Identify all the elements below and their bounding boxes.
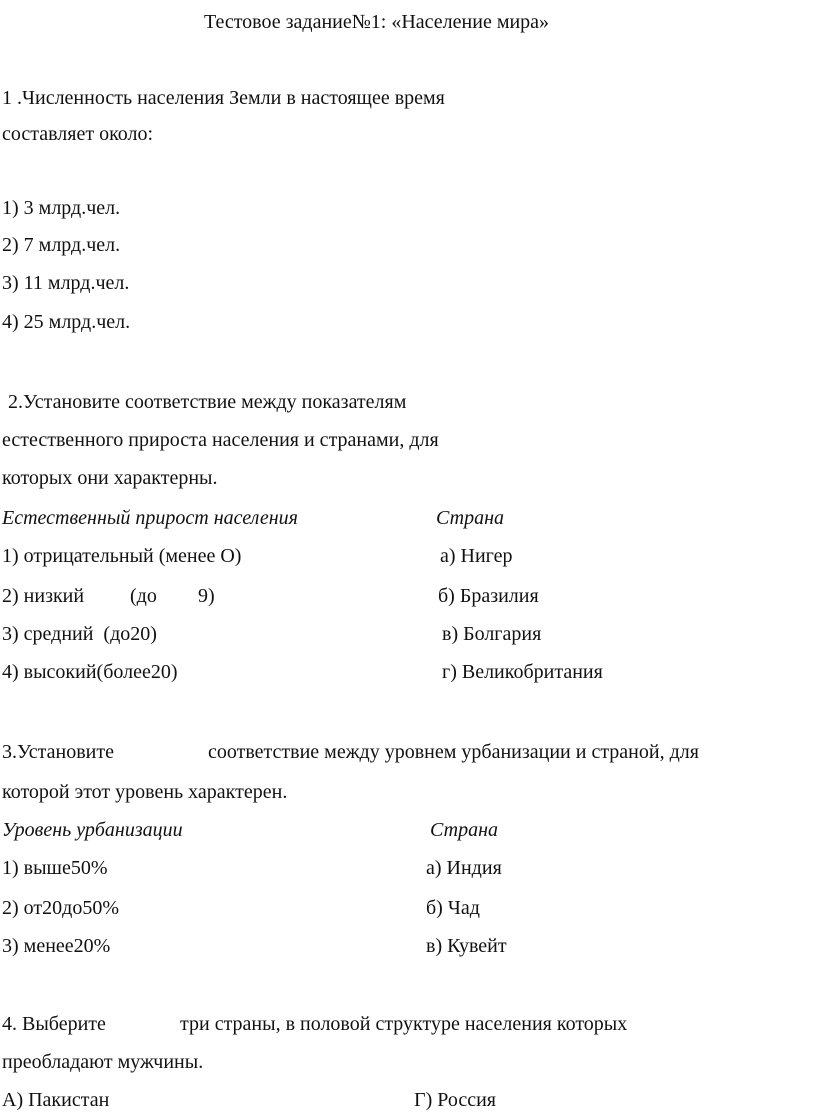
q2-left-item-4: 4) высокий(более20): [2, 661, 178, 683]
q3-left-item-2: 2) от20до50%: [2, 897, 119, 919]
q2-left-item-2: 2) низкий: [2, 585, 85, 607]
q1-option-2: 2) 7 млрд.чел.: [2, 234, 121, 256]
q2-right-item-d: г) Великобритания: [442, 661, 603, 683]
q4-option-a: А) Пакистан: [2, 1089, 110, 1111]
q2-left-header: Естественный прирост населения: [2, 507, 298, 529]
q3-right-item-c: в) Кувейт: [426, 935, 507, 957]
q1-option-3: 3) 11 млрд.чел.: [2, 272, 130, 294]
q1-question-line2: составляет около:: [2, 123, 154, 145]
document-title: Тестовое задание№1: «Население мира»: [204, 11, 550, 33]
q3-question-part1: 3.Установите: [2, 741, 114, 763]
q3-question-line2: которой этот уровень характерен.: [2, 781, 288, 803]
q3-right-item-a: а) Индия: [426, 857, 502, 879]
q4-option-g: Г) Россия: [414, 1089, 497, 1111]
q2-left-item-1: 1) отрицательный (менее О): [2, 545, 242, 567]
q2-right-item-a: а) Нигер: [440, 545, 513, 567]
q1-option-4: 4) 25 млрд.чел.: [2, 311, 131, 333]
q2-left-item-2-paren: (до: [130, 585, 157, 607]
q1-option-1: 1) 3 млрд.чел.: [2, 197, 121, 219]
q2-question-line1: 2.Установите соответствие между показателям: [8, 391, 407, 413]
q3-left-item-3: 3) менее20%: [2, 935, 111, 957]
q2-left-item-2-value: 9): [198, 585, 215, 607]
q3-right-header: Страна: [430, 819, 498, 841]
q1-question-line1: 1 .Численность населения Земли в настоящее время: [2, 87, 445, 109]
q2-left-item-3: 3) средний (до20): [2, 623, 157, 645]
q3-right-item-b: б) Чад: [426, 897, 480, 919]
q4-question-line2: преобладают мужчины.: [2, 1051, 204, 1073]
q3-question-part2: соответствие между уровнем урбанизации и страной, для: [208, 741, 699, 763]
q2-question-line2: естественного прироста населения и странами, для: [2, 429, 439, 451]
q2-right-item-c: в) Болгария: [442, 623, 542, 645]
q3-left-item-1: 1) выше50%: [2, 857, 108, 879]
q4-question-part2: три страны, в половой структуре населения которых: [180, 1013, 628, 1035]
q2-right-item-b: б) Бразилия: [438, 585, 539, 607]
q4-question-part1: 4. Выберите: [2, 1013, 106, 1035]
q2-question-line3: которых они характерны.: [2, 467, 218, 489]
q3-left-header: Уровень урбанизации: [2, 819, 183, 841]
q2-right-header: Страна: [436, 507, 504, 529]
